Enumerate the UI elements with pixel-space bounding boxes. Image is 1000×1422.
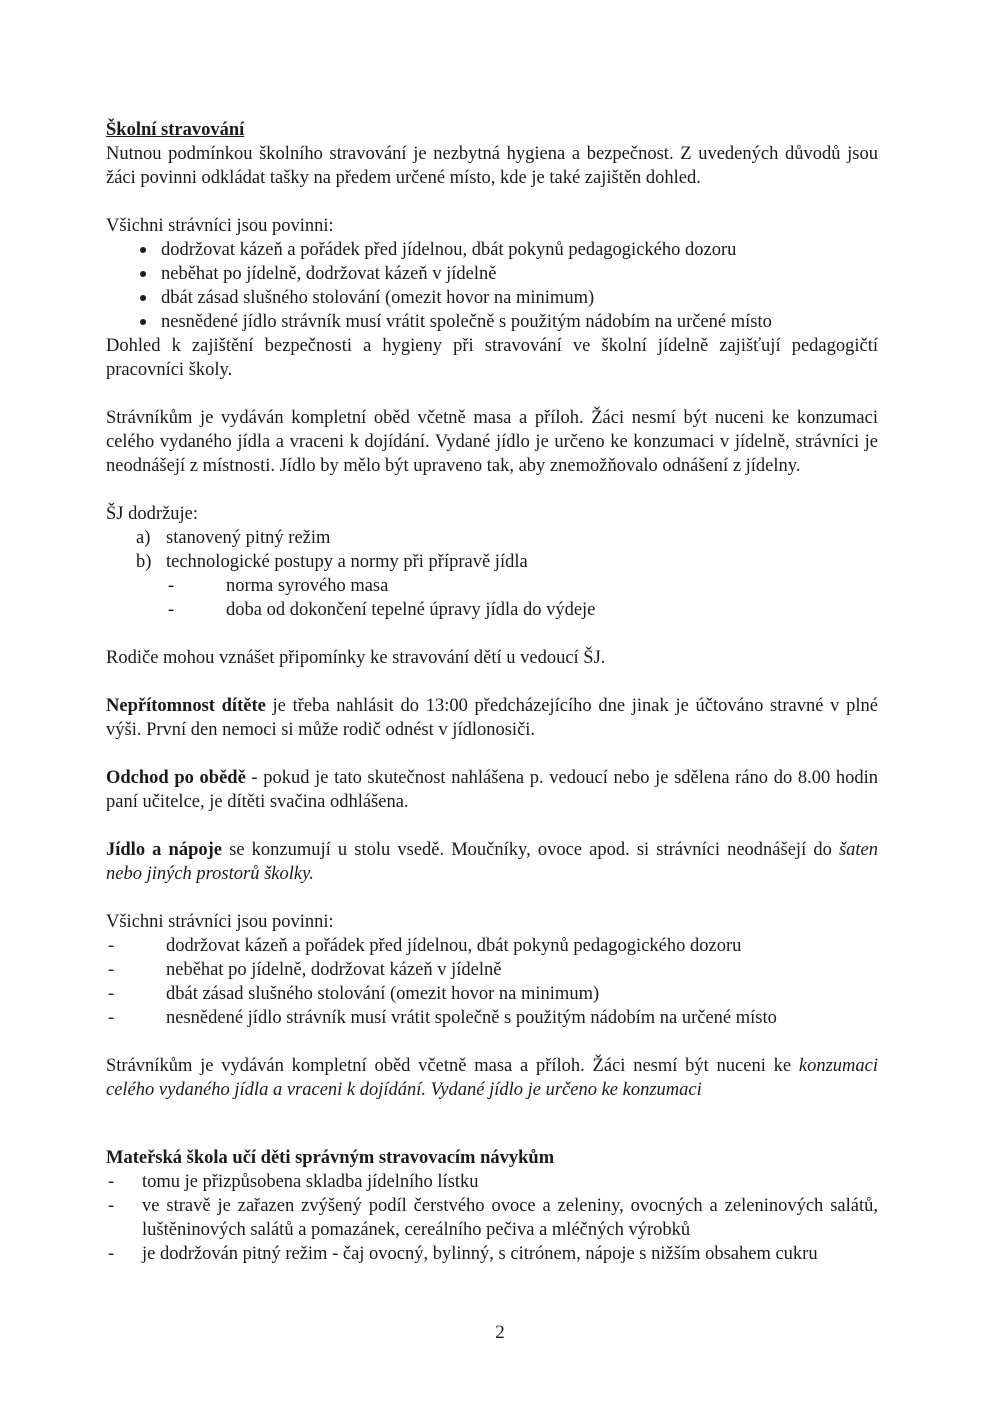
list-item: b) technologické postupy a normy při přípravě jídla [136, 552, 528, 572]
intro-paragraph: Nutnou podmínkou školního stravování je nezbytná hygiena a bezpečnost. Z uvedených důvodů jsou žáci povinni odkládat tašky na předem určené místo, kde je také zajištěn dohled. [106, 144, 878, 188]
meal-info-paragraph-2: Strávníkům je vydáván kompletní oběd včetně masa a příloh. Žáci nesmí být nuceni ke konzumaci celého vydaného jídla a vraceni k dojídání. Vydané jídlo je určeno ke konzumaci [106, 1056, 878, 1100]
list-item: - ve stravě je zařazen zvýšený podíl čerstvého ovoce a zeleniny, ovocných a zeleninových salátů, luštěninových salátů a pomazánek, cereálního pečiva a mléčných výrobků [108, 1196, 878, 1240]
bullet-icon [140, 247, 146, 253]
list-item: nesnědené jídlo strávník musí vrátit společně s použitým nádobím na určené místo [106, 310, 878, 334]
duties-dash-list [106, 934, 878, 1030]
kindergarten-list [106, 1170, 878, 1266]
bullet-icon [140, 271, 146, 277]
bullet-icon [140, 295, 146, 301]
list-item: dbát zásad slušného stolování (omezit hovor na minimum) [106, 286, 878, 310]
meal-info-paragraph: Strávníkům je vydáván kompletní oběd včetně masa a příloh. Žáci nesmí být nuceni ke konzumaci celého vydaného jídla a vraceni k dojídání. Vydané jídlo je určeno ke konzumaci v jídelně, strávníci je neodnášejí z místnosti. Jídlo by mělo být upraveno tak, aby znemožňovalo odnášení z jídelny. [106, 408, 878, 476]
list-item: - tomu je přizpůsobena skladba jídelního lístku [108, 1172, 479, 1192]
duties-label: Všichni strávníci jsou povinni: [106, 216, 334, 236]
list-item: dodržovat kázeň a pořádek před jídelnou, dbát pokynů pedagogického dozoru [106, 238, 878, 262]
bullet-icon [140, 319, 146, 325]
kindergarten-title: Mateřská škola učí děti správným stravovacím návykům [106, 1148, 555, 1168]
sj-rules-list [106, 526, 878, 574]
list-item: - nesnědené jídlo strávník musí vrátit společně s použitým nádobím na určené místo [108, 1008, 777, 1028]
sj-sub-list [106, 574, 878, 622]
list-item: - norma syrového masa [168, 576, 389, 596]
list-item: - je dodržován pitný režim - čaj ovocný, bylinný, s citrónem, nápoje s nižším obsahem cukru [108, 1244, 818, 1264]
parents-note: Rodiče mohou vznášet připomínky ke stravování dětí u vedoucí ŠJ. [106, 648, 606, 668]
list-item: - dbát zásad slušného stolování (omezit hovor na minimum) [108, 984, 600, 1004]
absence-paragraph: Nepřítomnost dítěte je třeba nahlásit do 13:00 předcházejícího dne jinak je účtováno stravné v plné výši. První den nemoci si může rodič odnést v jídlonosiči. [106, 696, 878, 740]
list-item: - neběhat po jídelně, dodržovat kázeň v jídelně [108, 960, 502, 980]
list-item: - doba od dokončení tepelné úpravy jídla do výdeje [168, 600, 596, 620]
document-page [106, 118, 878, 1266]
supervision-paragraph: Dohled k zajištění bezpečnosti a hygieny při stravování ve školní jídelně zajišťují pedagogičtí pracovníci školy. [106, 336, 878, 380]
food-paragraph: Jídlo a nápoje se konzumují u stolu vsedě. Moučníky, ovoce apod. si strávníci neodnášejí do šaten nebo jiných prostorů školky. [106, 840, 878, 884]
list-item: a) stanovený pitný režim [136, 528, 331, 548]
duties-label-2: Všichni strávníci jsou povinni: [106, 912, 334, 932]
leaving-paragraph: Odchod po obědě - pokud je tato skutečnost nahlášena p. vedoucí nebo je sdělena ráno do 8.00 hodin paní učitelce, je dítěti svačina odhlášena. [106, 768, 878, 812]
list-item: neběhat po jídelně, dodržovat kázeň v jídelně [106, 262, 878, 286]
list-item: - dodržovat kázeň a pořádek před jídelnou, dbát pokynů pedagogického dozoru [108, 936, 742, 956]
sj-label: ŠJ dodržuje: [106, 504, 198, 524]
duties-bullet-list [106, 238, 878, 334]
page-number: 2 [495, 1322, 505, 1343]
section-title-school-meals: Školní stravování [106, 120, 245, 140]
